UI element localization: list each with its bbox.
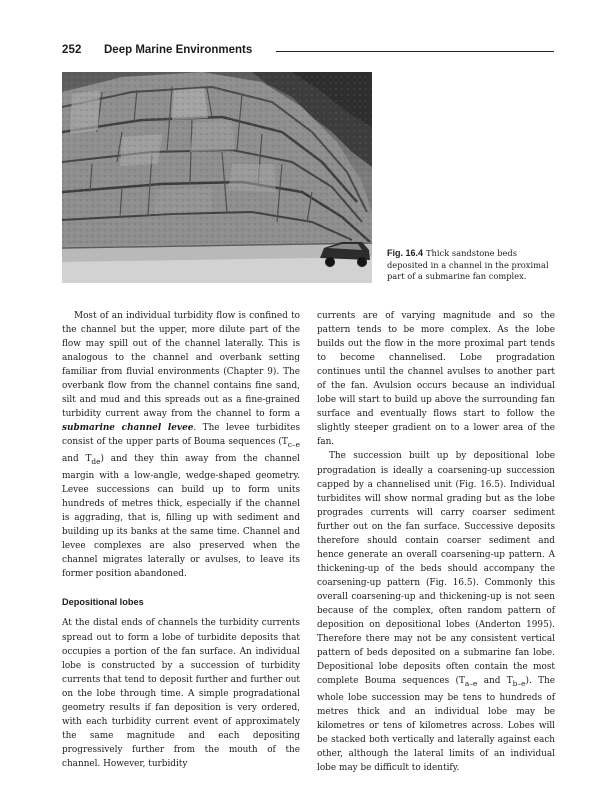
paragraph: The succession built up by depositional lobe progradation is ideally a coarsening-up succession capped by a channelised unit (Fig. 16.5). Individual turbidites will show normal grading but as the lobe progrades currents will carry coarser sediment further out on the fan surface. Successive deposits therefore should contain coarser sediment and hence generate an overall coarsening-up pattern. A thickening-up of the beds should accompany the coarsening-up pattern (Fig. 16.5). Commonly this overall coarsening-up and thickening-up is not seen because of the complex, often random pattern of deposition on depositional lobes (Anderton 1995). Therefore there may not be any consistent vertical pattern of beds deposited on a submarine fan lobe. Depositional lobe deposits often contain the most complete Bouma sequences ($T_{a-e}$ and $T_{b-e}$). The whole lobe succession may be tens to hundreds of metres thick and an individual lobe may be kilometres or tens of kilometres across. Lobes will be stacked both vertically and laterally against each other, although the lateral limits of an individual lobe may be difficult to identify. — [317, 451, 555, 774]
sandstone-outcrop-photo — [62, 72, 372, 283]
key-term: submarine channel levee — [62, 423, 194, 434]
paragraph: currents are of varying magnitude and so the pattern tends to be more complex. As the lobe builds out the flow in the more proximal part tends to become channelised. Lobe progradation continues until the channel avulses to another part of the fan. Avulsion occurs because an individual lobe will start to build up above the surrounding fan surface and eventually flows start to follow the slightly steeper gradient on to a lower area of the fan. — [317, 311, 555, 448]
left-column — [62, 309, 300, 771]
running-title: Deep Marine Environments — [104, 44, 253, 56]
figure-caption — [387, 248, 557, 283]
paragraph: At the distal ends of channels the turbidity currents spread out to form a lobe of turbidite deposits that occupies a portion of the fan surface. An individual lobe is constructed by a succession of turbidity currents that tend to deposit further and further out on the lobe through time. A simple progradational geometry results if fan deposition is very ordered, with each turbidity current event of approximately the same magnitude and each depositing progressively further from the mouth of the channel. However, turbidity — [62, 618, 300, 769]
page-header — [62, 44, 554, 62]
figure-caption-text: Thick sandstone beds deposited in a channel in the proximal part of a submarine fan complex. — [387, 248, 549, 281]
figure-label: Fig. 16.4 — [387, 248, 424, 258]
section-heading: Depositional lobes — [62, 597, 144, 608]
header-rule — [276, 51, 554, 52]
right-column — [317, 309, 555, 775]
paragraph: Most of an individual turbidity flow is confined to the channel but the upper, more dilute part of the flow may spill out of the channel laterally. This is analogous to the channel and overbank setting familiar from fluvial environments (Chapter 9). The overbank flow from the channel contains fine sand, silt and mud and this spreads out as a fine-grained turbidity current away from the channel to form a submarine channel levee. The levee turbidites consist of the upper parts of Bouma sequences ($T_{c-e}$ and $T_{de}$) and they thin away from the channel margin with a low-angle, wedge-shaped geometry. Levee successions can build up to form units hundreds of metres thick, especially if the channel is aggrading, that is, filling up with sediment and building up its banks at the same time. Channel and levee complexes are also preserved when the channel migrates laterally or avulses, to leave its former position abandoned. — [62, 311, 301, 580]
page-number: 252 — [62, 44, 82, 56]
figure-photo — [62, 72, 372, 283]
